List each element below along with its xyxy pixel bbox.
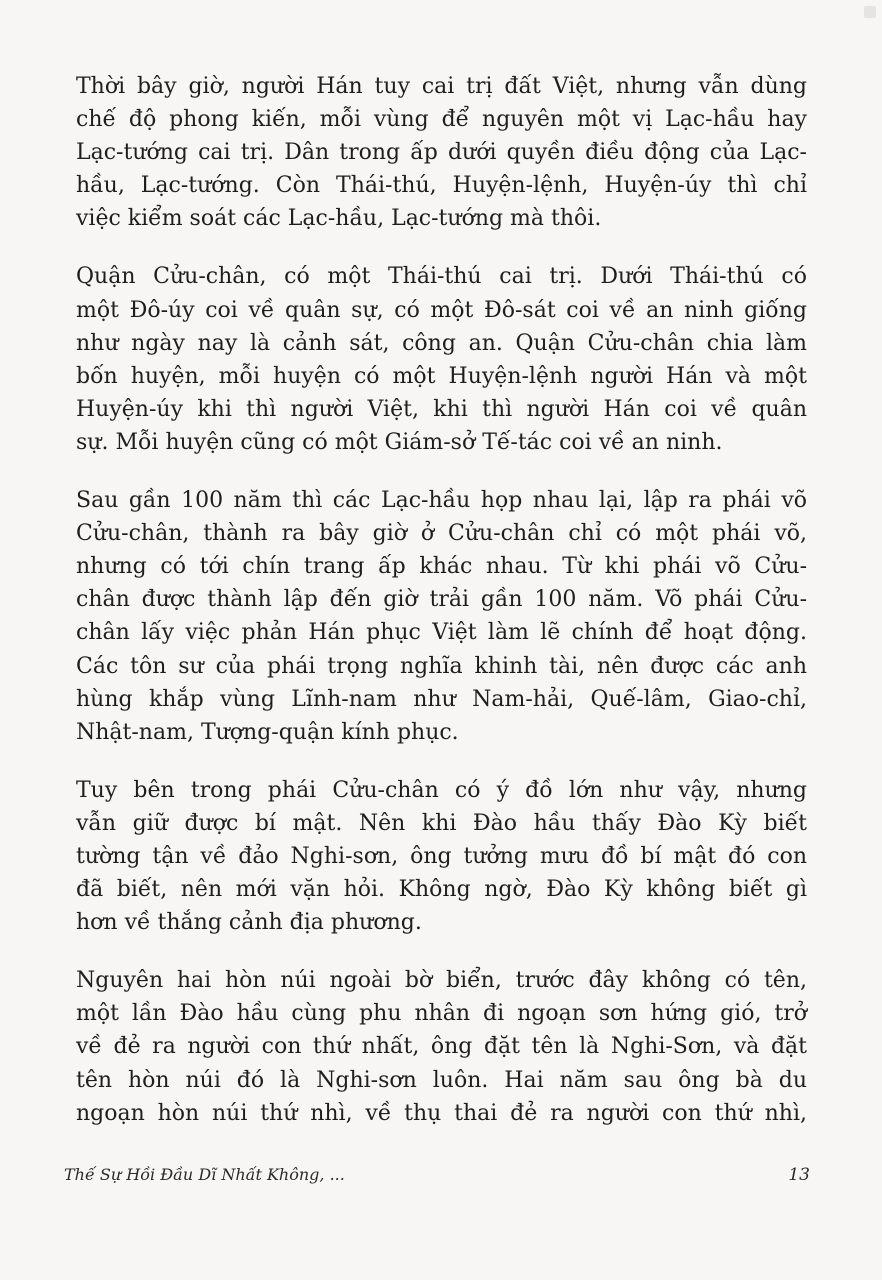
- page-footer: [64, 1165, 810, 1195]
- text-line: nhưng có tới chín trang ấp khác nhau. Từ khi phái võ Cửu-: [76, 554, 807, 580]
- body-text: [76, 70, 807, 1155]
- text-line: tường tận về đảo Nghi-sơn, ông tưởng mưu đồ bí mật đó con: [76, 843, 807, 869]
- running-title: Thế Sự Hồi Đầu Dĩ Nhất Không, ...: [64, 1165, 345, 1184]
- text-line: Các tôn sư của phái trọng nghĩa khinh tài, nên được các anh: [76, 653, 807, 679]
- text-line: chế độ phong kiến, mỗi vùng để nguyên một vị Lạc-hầu hay: [76, 107, 807, 133]
- paragraph: [76, 70, 807, 235]
- text-line: vẫn giữ được bí mật. Nên khi Đào hầu thấy Đào Kỳ biết: [76, 810, 807, 836]
- paragraph: [76, 484, 807, 749]
- text-line: Thời bây giờ, người Hán tuy cai trị đất Việt, nhưng vẫn dùng: [76, 74, 807, 99]
- text-line: một lần Đào hầu cùng phu nhân đi ngoạn sơn hứng gió, trở: [76, 1001, 807, 1027]
- text-line: đã biết, nên mới vặn hỏi. Không ngờ, Đào Kỳ không biết gì: [76, 877, 807, 903]
- text-line: Cửu-chân, thành ra bây giờ ở Cửu-chân chỉ có một phái võ,: [76, 521, 807, 547]
- text-line: hơn về thắng cảnh địa phương.: [76, 910, 422, 936]
- text-line: hầu, Lạc-tướng. Còn Thái-thú, Huyện-lệnh, Huyện-úy thì chỉ: [76, 173, 807, 199]
- text-line: Quận Cửu-chân, có một Thái-thú cai trị. Dưới Thái-thú có: [76, 264, 807, 290]
- text-line: sự. Mỗi huyện cũng có một Giám-sở Tế-tác coi về an ninh.: [76, 429, 723, 455]
- text-line: tên hòn núi đó là Nghi-sơn luôn. Hai năm sau ông bà du: [76, 1067, 807, 1093]
- text-line: chân được thành lập đến giờ trải gần 100 năm. Võ phái Cửu-: [76, 587, 807, 613]
- text-line: Lạc-tướng cai trị. Dân trong ấp dưới quyền điều động của Lạc-: [76, 140, 807, 166]
- text-line: Sau gần 100 năm thì các Lạc-hầu họp nhau lại, lập ra phái võ: [76, 488, 807, 514]
- page-corner-mark: [864, 6, 876, 18]
- text-line: bốn huyện, mỗi huyện có một Huyện-lệnh người Hán và một: [76, 363, 807, 389]
- paragraph: [76, 964, 807, 1129]
- page-number: 13: [788, 1165, 810, 1185]
- text-line: như ngày nay là cảnh sát, công an. Quận Cửu-chân chia làm: [76, 330, 807, 356]
- paragraph: [76, 774, 807, 939]
- text-line: về đẻ ra người con thứ nhất, ông đặt tên là Nghi-Sơn, và đặt: [76, 1034, 807, 1060]
- text-line: Tuy bên trong phái Cửu-chân có ý đồ lớn như vậy, nhưng: [76, 777, 807, 803]
- text-line: ngoạn hòn núi thứ nhì, về thụ thai đẻ ra người con thứ nhì,: [76, 1100, 807, 1126]
- text-line: hùng khắp vùng Lĩnh-nam như Nam-hải, Quế-lâm, Giao-chỉ,: [76, 686, 807, 712]
- text-line: một Đô-úy coi về quân sự, có một Đô-sát coi về an ninh giống: [76, 297, 807, 323]
- text-line: Huyện-úy khi thì người Việt, khi thì người Hán coi về quân: [76, 396, 807, 422]
- text-line: Nguyên hai hòn núi ngoài bờ biển, trước đây không có tên,: [76, 968, 807, 994]
- paragraph: [76, 260, 807, 459]
- text-line: chân lấy việc phản Hán phục Việt làm lẽ chính để hoạt động.: [76, 620, 807, 646]
- text-line: việc kiểm soát các Lạc-hầu, Lạc-tướng mà thôi.: [76, 206, 602, 232]
- text-line: Nhật-nam, Tượng-quận kính phục.: [76, 719, 459, 745]
